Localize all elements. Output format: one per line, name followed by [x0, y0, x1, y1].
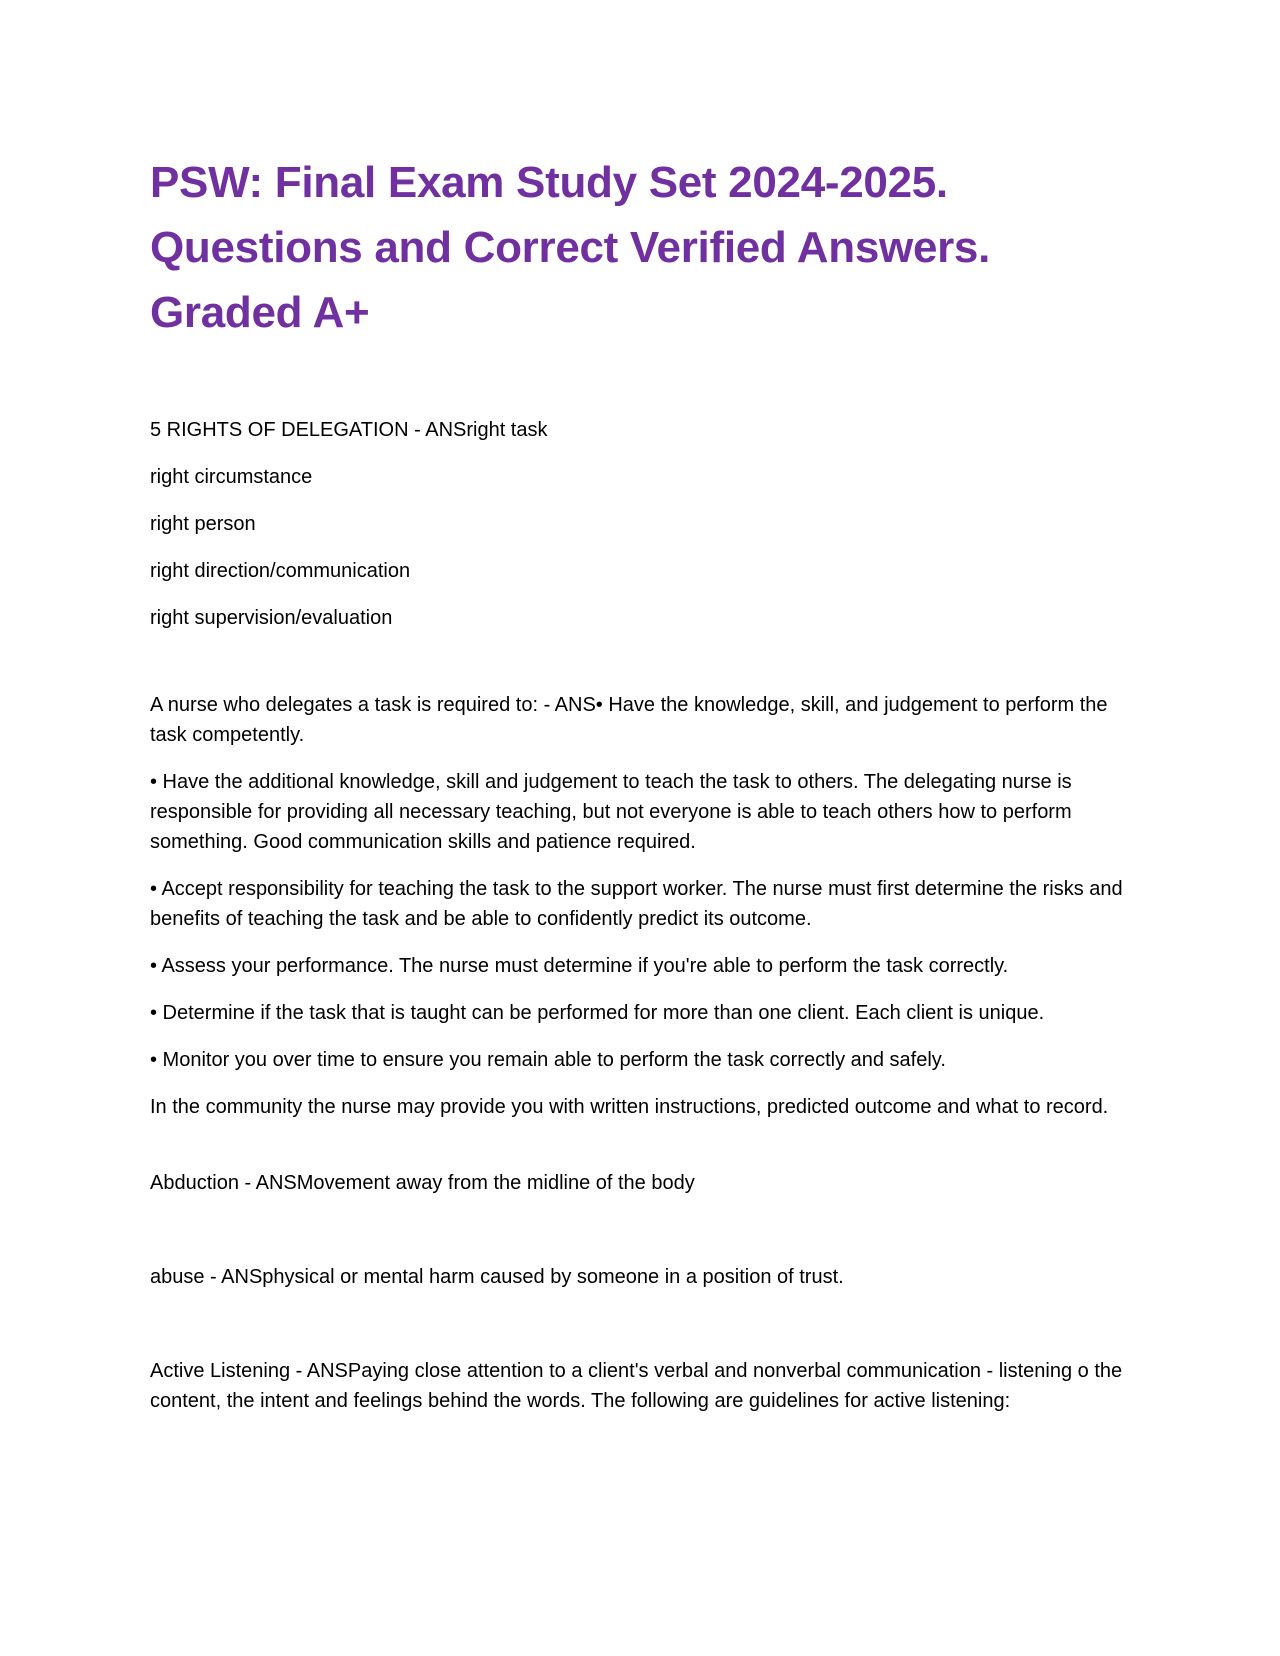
- entry-nurse-delegation: [150, 690, 1132, 1122]
- title-line: Questions and Correct Verified Answers.: [150, 223, 991, 272]
- entry-paragraph: • Determine if the task that is taught can be performed for more than one client. Each client is unique.: [150, 1002, 1045, 1024]
- entry-paragraph: Active Listening - ANSPaying close attention to a client's verbal and nonverbal communication - listening o the content, the intent and feelings behind the words. The following are guidelines for active listening:: [150, 1360, 1123, 1412]
- entry-paragraph: • Assess your performance. The nurse must determine if you're able to perform the task correctly.: [150, 955, 1009, 977]
- entry-paragraph: right direction/communication: [150, 560, 411, 582]
- document-title: [150, 150, 1132, 345]
- entry-paragraph: • Accept responsibility for teaching the task to the support worker. The nurse must first determine the risks and benefits of teaching the task and be able to confidently predict its outcome.: [150, 878, 1123, 930]
- entry-abuse: [150, 1262, 1132, 1292]
- entry-paragraph: right person: [150, 513, 256, 535]
- entry-paragraph: 5 RIGHTS OF DELEGATION - ANSright task: [150, 419, 548, 441]
- document-page: [150, 150, 1132, 1416]
- entry-paragraph: right circumstance: [150, 466, 313, 488]
- entry-paragraph: • Have the additional knowledge, skill and judgement to teach the task to others. The delegating nurse is responsible for providing all necessary teaching, but not everyone is able to teach others how to perform something. Good communication skills and patience required.: [150, 771, 1072, 853]
- entry-paragraph: Abduction - ANSMovement away from the midline of the body: [150, 1172, 695, 1194]
- title-line: Graded A+: [150, 288, 370, 337]
- entry-rights-of-delegation: [150, 415, 1132, 633]
- entry-paragraph: abuse - ANSphysical or mental harm caused by someone in a position of trust.: [150, 1266, 844, 1288]
- entry-paragraph: right supervision/evaluation: [150, 607, 393, 629]
- entry-paragraph: In the community the nurse may provide you with written instructions, predicted outcome and what to record.: [150, 1096, 1109, 1118]
- title-line: PSW: Final Exam Study Set 2024-2025.: [150, 158, 948, 207]
- entry-paragraph: • Monitor you over time to ensure you remain able to perform the task correctly and safely.: [150, 1049, 946, 1071]
- entry-paragraph: A nurse who delegates a task is required to: - ANS• Have the knowledge, skill, and judgement to perform the task competently.: [150, 694, 1108, 746]
- entry-active-listening: [150, 1356, 1132, 1416]
- entry-abduction: [150, 1168, 1132, 1198]
